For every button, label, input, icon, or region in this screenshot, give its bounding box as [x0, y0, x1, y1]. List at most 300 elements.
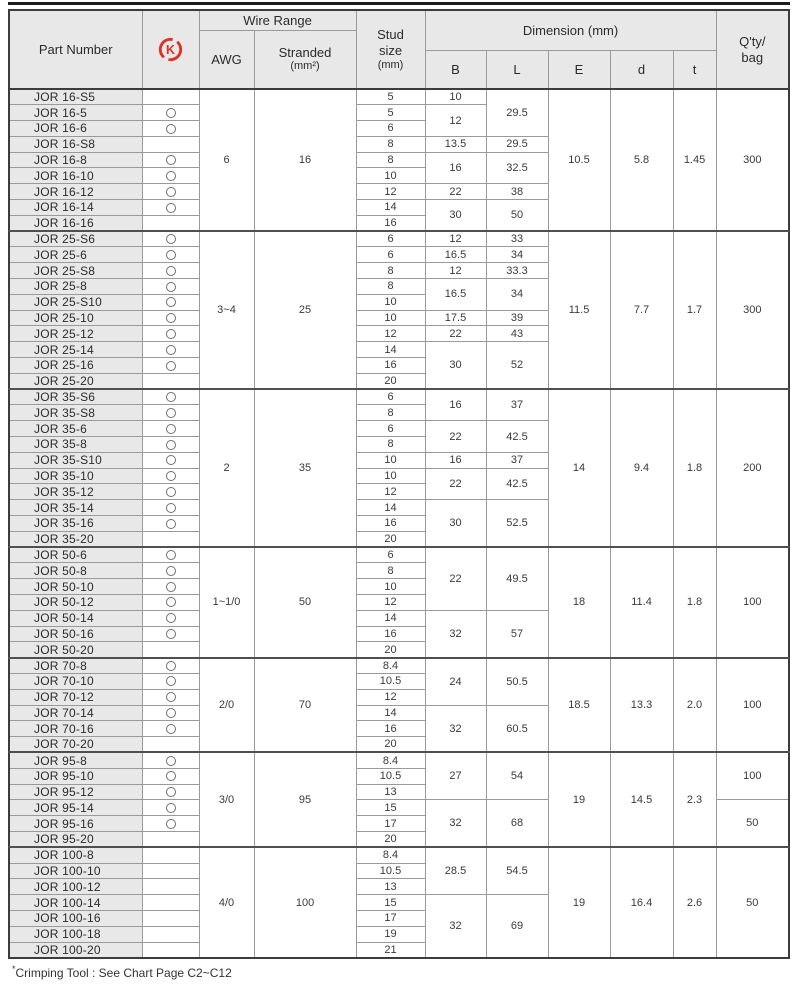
dim-d-cell: 16.4: [610, 847, 673, 958]
approval-circle-icon: [166, 487, 176, 497]
dim-l-cell: 54: [486, 752, 548, 799]
dim-t-cell: 2.3: [673, 752, 716, 847]
qty-header-line2: bag: [741, 49, 764, 65]
approval-circle-icon: [166, 297, 176, 307]
stud-size-cell: 13: [356, 784, 425, 800]
k-approval-cell: [142, 89, 199, 105]
dim-l-cell: 34: [486, 279, 548, 311]
dim-l-cell: 29.5: [486, 89, 548, 136]
dim-b-cell: 22: [425, 468, 486, 500]
k-approval-cell: [142, 895, 199, 911]
dim-l-cell: 29.5: [486, 136, 548, 152]
dim-t-cell: 1.45: [673, 89, 716, 231]
k-approval-cell: [142, 658, 199, 674]
k-approval-cell: [142, 484, 199, 500]
dim-l-cell: 37: [486, 452, 548, 468]
stud-size-cell: 20: [356, 737, 425, 753]
dim-b-cell: 32: [425, 705, 486, 752]
stud-size-cell: 8.4: [356, 847, 425, 863]
k-approval-cell: [142, 247, 199, 263]
dim-l-cell: 33.3: [486, 263, 548, 279]
note-asterisk: *: [12, 963, 16, 974]
stud-size-cell: 8: [356, 279, 425, 295]
stud-size-cell: 8: [356, 263, 425, 279]
approval-circle-icon: [166, 155, 176, 165]
part-number-cell: JOR 35-20: [9, 531, 142, 547]
approval-circle-icon: [166, 597, 176, 607]
stud-size-cell: 16: [356, 721, 425, 737]
qty-cell: 50: [716, 847, 789, 958]
part-number-cell: JOR 100-20: [9, 942, 142, 958]
k-approval-cell: [142, 279, 199, 295]
approval-circle-icon: [166, 692, 176, 702]
approval-circle-icon: [166, 613, 176, 623]
qty-cell: 300: [716, 231, 789, 389]
approval-circle-icon: [166, 266, 176, 276]
k-approval-cell: [142, 721, 199, 737]
qty-cell: 100: [716, 547, 789, 658]
k-approval-cell: [142, 452, 199, 468]
dim-e-cell: 10.5: [548, 89, 610, 231]
part-number-cell: JOR 100-8: [9, 847, 142, 863]
part-number-cell: JOR 35-S10: [9, 452, 142, 468]
approval-circle-icon: [166, 803, 176, 813]
k-approval-cell: [142, 926, 199, 942]
k-approval-cell: [142, 673, 199, 689]
part-number-cell: JOR 95-16: [9, 816, 142, 832]
stud-size-header: [356, 10, 425, 89]
part-number-cell: JOR 95-8: [9, 752, 142, 768]
dim-l-cell: 42.5: [486, 468, 548, 500]
qty-cell: 100: [716, 658, 789, 753]
stranded-cell: 100: [254, 847, 356, 958]
dim-l-cell: 52: [486, 342, 548, 389]
k-approval-cell: [142, 768, 199, 784]
stud-size-cell: 8: [356, 136, 425, 152]
table-row: [9, 658, 789, 674]
k-approval-cell: [142, 879, 199, 895]
dim-b-cell: 27: [425, 752, 486, 799]
stud-size-cell: 10: [356, 310, 425, 326]
dim-l-cell: 33: [486, 231, 548, 247]
part-number-cell: JOR 16-8: [9, 152, 142, 168]
approval-circle-icon: [166, 187, 176, 197]
k-mark-letter: K: [165, 43, 176, 58]
k-approval-cell: [142, 942, 199, 958]
part-number-cell: JOR 35-S8: [9, 405, 142, 421]
awg-cell: 1~1/0: [199, 547, 254, 658]
stud-size-header-line2: size: [378, 42, 403, 58]
qty-cell: 200: [716, 389, 789, 547]
part-number-cell: JOR 70-10: [9, 673, 142, 689]
dim-b-cell: 32: [425, 895, 486, 958]
dim-t-cell: 2.0: [673, 658, 716, 753]
part-number-cell: JOR 25-12: [9, 326, 142, 342]
dim-b-cell: 22: [425, 184, 486, 200]
approval-circle-icon: [166, 819, 176, 829]
k-approval-cell: [142, 863, 199, 879]
dimension-header: Dimension (mm): [425, 10, 716, 50]
approval-circle-icon: [166, 566, 176, 576]
dim-b-cell: 16.5: [425, 247, 486, 263]
approval-circle-icon: [166, 787, 176, 797]
approval-circle-icon: [166, 313, 176, 323]
k-approval-cell: [142, 547, 199, 563]
stud-size-cell: 12: [356, 689, 425, 705]
stud-size-cell: 16: [356, 358, 425, 374]
k-approval-cell: [142, 437, 199, 453]
dim-l-cell: 34: [486, 247, 548, 263]
part-number-cell: JOR 35-10: [9, 468, 142, 484]
stud-size-cell: 8.4: [356, 658, 425, 674]
part-number-cell: JOR 35-12: [9, 484, 142, 500]
table-row: [9, 752, 789, 768]
dim-d-cell: 5.8: [610, 89, 673, 231]
k-approval-cell: [142, 816, 199, 832]
approval-circle-icon: [166, 203, 176, 213]
qty-cell: 50: [716, 800, 789, 847]
table-row: [9, 389, 789, 405]
k-approval-cell: [142, 831, 199, 847]
part-number-cell: JOR 50-20: [9, 642, 142, 658]
stud-size-cell: 10: [356, 468, 425, 484]
page-top-rule: [8, 2, 790, 5]
stud-size-cell: 6: [356, 389, 425, 405]
k-approval-cell: [142, 152, 199, 168]
dim-t-cell: 2.6: [673, 847, 716, 958]
approval-circle-icon: [166, 582, 176, 592]
part-number-cell: JOR 50-16: [9, 626, 142, 642]
part-number-cell: JOR 35-8: [9, 437, 142, 453]
dim-b-cell: 30: [425, 500, 486, 547]
dim-l-cell: 69: [486, 895, 548, 958]
table-header: [9, 10, 789, 89]
stud-size-cell: 6: [356, 547, 425, 563]
k-approval-cell: [142, 121, 199, 137]
approval-circle-icon: [166, 661, 176, 671]
part-number-cell: JOR 16-16: [9, 215, 142, 231]
approval-circle-icon: [166, 124, 176, 134]
stud-size-cell: 8: [356, 563, 425, 579]
approval-circle-icon: [166, 234, 176, 244]
dim-e-cell: 19: [548, 752, 610, 847]
dim-b-cell: 32: [425, 800, 486, 847]
part-number-cell: JOR 25-6: [9, 247, 142, 263]
stud-size-cell: 8.4: [356, 752, 425, 768]
dim-d-header: d: [610, 50, 673, 89]
part-number-cell: JOR 25-S10: [9, 294, 142, 310]
part-number-cell: JOR 70-12: [9, 689, 142, 705]
stud-size-cell: 17: [356, 910, 425, 926]
k-approval-cell: [142, 373, 199, 389]
dim-l-cell: 39: [486, 310, 548, 326]
awg-cell: 3~4: [199, 231, 254, 389]
part-number-cell: JOR 35-16: [9, 516, 142, 532]
part-number-cell: JOR 70-14: [9, 705, 142, 721]
stud-size-cell: 20: [356, 531, 425, 547]
k-approval-cell: [142, 200, 199, 216]
dim-e-cell: 18.5: [548, 658, 610, 753]
k-approval-cell: [142, 231, 199, 247]
k-approval-cell: [142, 468, 199, 484]
k-approval-cell: [142, 421, 199, 437]
approval-circle-icon: [166, 503, 176, 513]
part-number-cell: JOR 100-10: [9, 863, 142, 879]
dim-l-cell: 38: [486, 184, 548, 200]
dim-b-cell: 32: [425, 610, 486, 657]
stud-size-cell: 15: [356, 895, 425, 911]
k-approval-cell: [142, 705, 199, 721]
stud-size-cell: 14: [356, 200, 425, 216]
stud-size-cell: 5: [356, 89, 425, 105]
approval-circle-icon: [166, 676, 176, 686]
part-number-cell: JOR 16-6: [9, 121, 142, 137]
dim-d-cell: 13.3: [610, 658, 673, 753]
stud-size-cell: 20: [356, 831, 425, 847]
k-approval-cell: [142, 626, 199, 642]
awg-cell: 6: [199, 89, 254, 231]
stud-size-cell: 10: [356, 294, 425, 310]
stud-size-cell: 20: [356, 642, 425, 658]
dim-b-cell: 10: [425, 89, 486, 105]
k-mark-header: [142, 10, 199, 89]
k-approval-cell: [142, 579, 199, 595]
stud-size-cell: 21: [356, 942, 425, 958]
stud-size-cell: 6: [356, 231, 425, 247]
k-approval-cell: [142, 136, 199, 152]
stud-size-cell: 8: [356, 152, 425, 168]
part-number-cell: JOR 25-8: [9, 279, 142, 295]
stud-size-cell: 12: [356, 484, 425, 500]
k-approval-cell: [142, 215, 199, 231]
parts-table: [8, 9, 790, 959]
table-row: [9, 231, 789, 247]
stranded-header: [254, 30, 356, 89]
stud-size-cell: 14: [356, 705, 425, 721]
dim-t-header: t: [673, 50, 716, 89]
dim-l-cell: 52.5: [486, 500, 548, 547]
dim-b-cell: 16.5: [425, 279, 486, 311]
stud-size-cell: 6: [356, 247, 425, 263]
part-number-cell: JOR 100-16: [9, 910, 142, 926]
approval-circle-icon: [166, 629, 176, 639]
part-number-cell: JOR 35-14: [9, 500, 142, 516]
k-approval-cell: [142, 642, 199, 658]
qty-cell: 100: [716, 752, 789, 799]
dim-b-cell: 22: [425, 326, 486, 342]
k-certification-icon: [157, 36, 184, 63]
part-number-cell: JOR 50-14: [9, 610, 142, 626]
qty-cell: 300: [716, 89, 789, 231]
stud-size-cell: 10: [356, 452, 425, 468]
awg-cell: 3/0: [199, 752, 254, 847]
stud-size-cell: 8: [356, 437, 425, 453]
stranded-cell: 70: [254, 658, 356, 753]
part-number-cell: JOR 50-6: [9, 547, 142, 563]
dim-e-cell: 18: [548, 547, 610, 658]
dim-d-cell: 9.4: [610, 389, 673, 547]
dim-b-cell: 30: [425, 342, 486, 389]
dim-b-cell: 22: [425, 421, 486, 453]
stud-size-cell: 16: [356, 516, 425, 532]
k-approval-cell: [142, 358, 199, 374]
dim-b-header: B: [425, 50, 486, 89]
approval-circle-icon: [166, 724, 176, 734]
part-number-cell: JOR 35-6: [9, 421, 142, 437]
stranded-cell: 25: [254, 231, 356, 389]
stud-size-header-line3: (mm): [377, 58, 404, 71]
stranded-header-line2: (mm²): [290, 60, 320, 73]
k-approval-cell: [142, 563, 199, 579]
k-approval-cell: [142, 389, 199, 405]
dim-b-cell: 17.5: [425, 310, 486, 326]
approval-circle-icon: [166, 282, 176, 292]
dim-b-cell: 30: [425, 200, 486, 232]
approval-circle-icon: [166, 108, 176, 118]
k-approval-cell: [142, 263, 199, 279]
dim-b-cell: 16: [425, 389, 486, 421]
k-approval-cell: [142, 105, 199, 121]
part-number-cell: JOR 70-20: [9, 737, 142, 753]
dim-t-cell: 1.8: [673, 389, 716, 547]
awg-cell: 4/0: [199, 847, 254, 958]
dim-b-cell: 22: [425, 547, 486, 610]
dim-d-cell: 11.4: [610, 547, 673, 658]
stud-size-cell: 10: [356, 579, 425, 595]
dim-b-cell: 16: [425, 452, 486, 468]
qty-header-line1: Q'ty/: [739, 33, 766, 49]
part-number-cell: JOR 35-S6: [9, 389, 142, 405]
approval-circle-icon: [166, 408, 176, 418]
part-number-cell: JOR 16-12: [9, 184, 142, 200]
stud-size-cell: 6: [356, 121, 425, 137]
stud-size-cell: 6: [356, 421, 425, 437]
k-approval-cell: [142, 910, 199, 926]
dim-e-header: E: [548, 50, 610, 89]
k-approval-cell: [142, 500, 199, 516]
k-approval-cell: [142, 294, 199, 310]
k-approval-cell: [142, 752, 199, 768]
part-number-cell: JOR 25-20: [9, 373, 142, 389]
awg-cell: 2: [199, 389, 254, 547]
stud-size-cell: 20: [356, 373, 425, 389]
k-approval-cell: [142, 689, 199, 705]
dim-l-cell: 32.5: [486, 152, 548, 184]
stud-size-cell: 13: [356, 879, 425, 895]
k-approval-cell: [142, 326, 199, 342]
dim-l-cell: 37: [486, 389, 548, 421]
stud-size-cell: 19: [356, 926, 425, 942]
k-approval-cell: [142, 405, 199, 421]
dim-d-cell: 14.5: [610, 752, 673, 847]
stranded-cell: 35: [254, 389, 356, 547]
part-number-cell: JOR 16-5: [9, 105, 142, 121]
approval-circle-icon: [166, 756, 176, 766]
dim-l-cell: 50.5: [486, 658, 548, 705]
part-number-cell: JOR 95-10: [9, 768, 142, 784]
dim-b-cell: 24: [425, 658, 486, 705]
crimping-tool-note: [8, 964, 791, 980]
stud-size-cell: 5: [356, 105, 425, 121]
part-number-cell: JOR 50-12: [9, 595, 142, 611]
approval-circle-icon: [166, 440, 176, 450]
parts-table-body: [9, 89, 789, 958]
dim-b-cell: 28.5: [425, 847, 486, 894]
table-row: [9, 89, 789, 105]
dim-l-cell: 68: [486, 800, 548, 847]
approval-circle-icon: [166, 392, 176, 402]
k-approval-cell: [142, 168, 199, 184]
approval-circle-icon: [166, 345, 176, 355]
dim-l-cell: 54.5: [486, 847, 548, 894]
part-number-cell: JOR 16-S8: [9, 136, 142, 152]
stranded-cell: 95: [254, 752, 356, 847]
dim-b-cell: 12: [425, 105, 486, 137]
awg-header: AWG: [199, 30, 254, 89]
stud-size-cell: 17: [356, 816, 425, 832]
part-number-cell: JOR 95-12: [9, 784, 142, 800]
part-number-cell: JOR 25-S6: [9, 231, 142, 247]
dim-l-cell: 57: [486, 610, 548, 657]
stud-size-cell: 8: [356, 405, 425, 421]
k-approval-cell: [142, 610, 199, 626]
part-number-cell: JOR 16-10: [9, 168, 142, 184]
approval-circle-icon: [166, 171, 176, 181]
dim-t-cell: 1.7: [673, 231, 716, 389]
qty-header: [716, 10, 789, 89]
part-number-cell: JOR 70-8: [9, 658, 142, 674]
wire-range-header: Wire Range: [199, 10, 356, 30]
dim-e-cell: 19: [548, 847, 610, 958]
stud-size-cell: 16: [356, 215, 425, 231]
k-approval-cell: [142, 800, 199, 816]
approval-circle-icon: [166, 424, 176, 434]
k-approval-cell: [142, 595, 199, 611]
stud-size-cell: 12: [356, 326, 425, 342]
dim-l-cell: 50: [486, 200, 548, 232]
dim-e-cell: 11.5: [548, 231, 610, 389]
stud-size-cell: 15: [356, 800, 425, 816]
k-approval-cell: [142, 342, 199, 358]
stud-size-header-line1: Stud: [377, 27, 404, 43]
stranded-cell: 50: [254, 547, 356, 658]
part-number-cell: JOR 25-14: [9, 342, 142, 358]
approval-circle-icon: [166, 471, 176, 481]
part-number-cell: JOR 100-12: [9, 879, 142, 895]
dim-t-cell: 1.8: [673, 547, 716, 658]
part-number-cell: JOR 16-14: [9, 200, 142, 216]
stud-size-cell: 14: [356, 500, 425, 516]
part-number-cell: JOR 25-S8: [9, 263, 142, 279]
dim-e-cell: 14: [548, 389, 610, 547]
stranded-cell: 16: [254, 89, 356, 231]
stud-size-cell: 12: [356, 184, 425, 200]
dim-d-cell: 7.7: [610, 231, 673, 389]
k-approval-cell: [142, 516, 199, 532]
stud-size-cell: 10: [356, 168, 425, 184]
dim-l-cell: 43: [486, 326, 548, 342]
dim-b-cell: 12: [425, 263, 486, 279]
stud-size-cell: 16: [356, 626, 425, 642]
approval-circle-icon: [166, 250, 176, 260]
part-number-header: Part Number: [9, 10, 142, 89]
stud-size-cell: 10.5: [356, 768, 425, 784]
table-row: [9, 547, 789, 563]
k-approval-cell: [142, 531, 199, 547]
part-number-cell: JOR 25-16: [9, 358, 142, 374]
approval-circle-icon: [166, 519, 176, 529]
stud-size-cell: 12: [356, 595, 425, 611]
